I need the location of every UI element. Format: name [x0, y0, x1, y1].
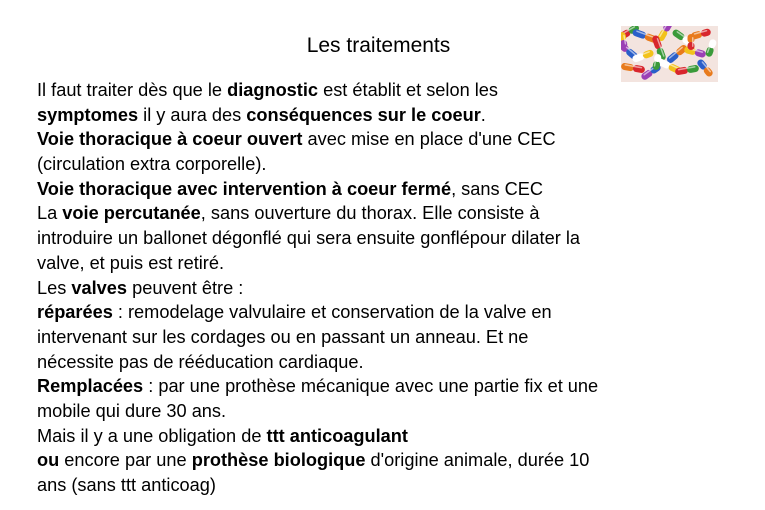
text-segment: intervenant sur les cordages ou en passant un anneau. Et ne	[37, 326, 529, 347]
text-segment: , sans CEC	[451, 178, 544, 199]
text-line	[37, 399, 742, 424]
text-line	[37, 448, 742, 473]
text-line	[37, 226, 742, 251]
bold-text-segment: réparées	[37, 302, 113, 323]
text-segment: encore par une	[59, 450, 192, 471]
bold-text-segment: symptomes	[37, 104, 139, 125]
text-segment: il y aura des	[138, 104, 247, 125]
text-line	[37, 424, 742, 449]
text-line	[37, 78, 742, 103]
bold-text-segment: prothèse biologique	[191, 450, 366, 471]
text-segment: d'origine animale, durée 10	[365, 450, 590, 471]
text-line	[37, 251, 742, 276]
text-segment: nécessite pas de rééducation cardiaque.	[37, 351, 364, 372]
pills-icon	[621, 26, 718, 82]
text-segment: (circulation extra corporelle).	[37, 154, 267, 175]
body-text	[37, 78, 742, 498]
text-line	[37, 103, 742, 128]
bold-text-segment: voie percutanée	[62, 203, 201, 224]
bold-text-segment: conséquences sur le coeur	[246, 104, 481, 125]
text-line	[37, 177, 742, 202]
text-line	[37, 374, 742, 399]
text-segment: ans (sans ttt anticoag)	[37, 475, 216, 495]
text-segment: avec mise en place d'une CEC	[302, 129, 556, 150]
text-segment: valve, et puis est retiré.	[37, 252, 225, 273]
text-segment: : par une prothèse mécanique avec une partie fix et une	[143, 376, 599, 397]
text-segment: Les	[37, 277, 72, 298]
bold-text-segment: ttt anticoagulant	[266, 425, 408, 446]
text-segment: mobile qui dure 30 ans.	[37, 400, 227, 421]
bold-text-segment: Voie thoracique à coeur ouvert	[37, 129, 303, 150]
text-line	[37, 325, 742, 350]
text-line	[37, 276, 742, 301]
text-segment: , sans ouverture du thorax. Elle consiste à	[200, 203, 540, 224]
bold-text-segment: valves	[71, 277, 128, 298]
text-line	[37, 127, 742, 152]
text-line	[37, 300, 742, 325]
bold-text-segment: ou	[37, 450, 60, 471]
text-segment: : remodelage valvulaire et conservation de la valve en	[112, 302, 552, 323]
text-segment: Mais il y a une obligation de	[37, 425, 267, 446]
bold-text-segment: diagnostic	[227, 80, 319, 100]
slide-title: Les traitements	[306, 34, 451, 57]
bold-text-segment: Voie thoracique avec intervention à coeur fermé	[37, 178, 452, 199]
text-segment: .	[480, 104, 486, 125]
text-segment: Il faut traiter dès que le	[37, 80, 228, 100]
text-line	[37, 152, 742, 177]
text-segment: peuvent être :	[127, 277, 244, 298]
text-segment: est établit et selon les	[318, 80, 498, 100]
text-segment: introduire un ballonet dégonflé qui sera ensuite gonflépour dilater la	[37, 228, 580, 249]
text-segment: La	[37, 203, 63, 224]
text-line	[37, 350, 742, 375]
text-line	[37, 201, 742, 226]
text-line	[37, 473, 742, 498]
bold-text-segment: Remplacées	[37, 376, 144, 397]
